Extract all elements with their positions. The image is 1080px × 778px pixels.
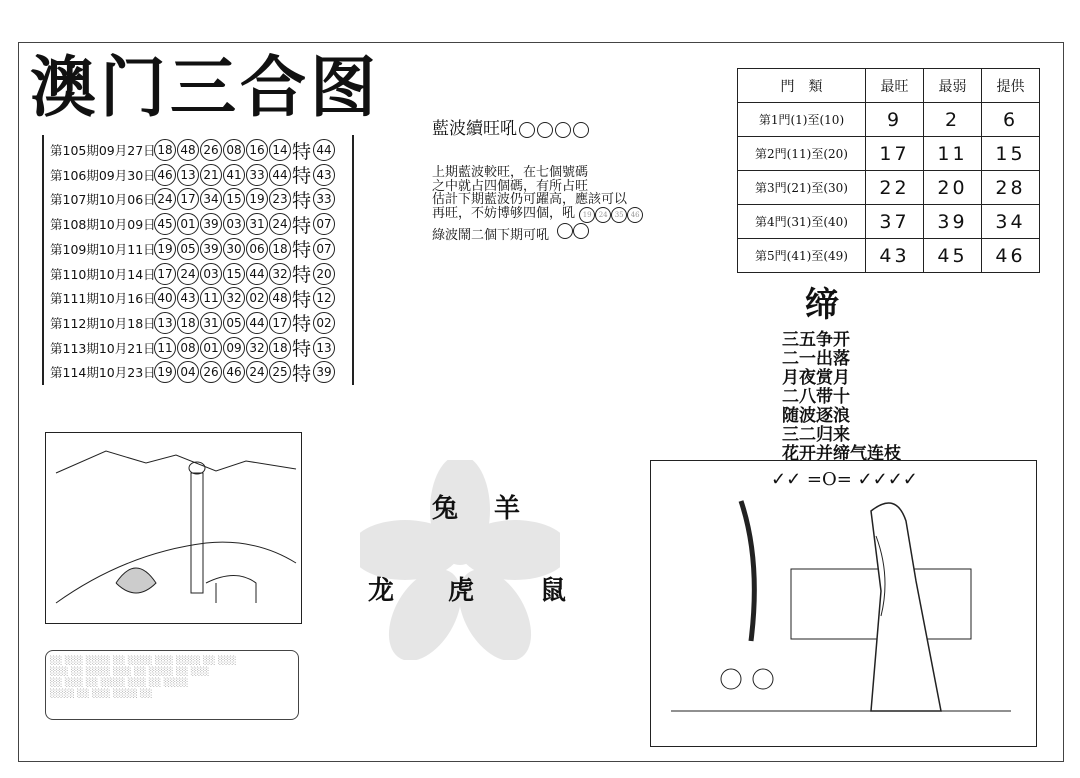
number-ball: 18 [154,139,176,161]
group-table [737,68,1040,273]
number-ball: 45 [154,213,176,235]
value-cell: 43 [866,239,924,273]
value-cell: 11 [924,137,982,171]
number-ball: 04 [177,361,199,383]
draw-label: 第106期09月30日 [50,167,156,183]
special-ball: 07 [313,238,335,260]
special-ball: 02 [313,312,335,334]
value-cell: 34 [982,205,1040,239]
sage-illustration [650,460,1037,747]
blank-ball-icon [537,122,553,138]
blank-ball-icon [573,223,589,239]
poem-line: 花开并缔气连枝 [782,444,901,464]
blue-line [432,223,643,243]
poem-line: 三五争开 [782,330,850,350]
poem-line: 二八带十 [782,387,850,407]
value-cell: 46 [982,239,1040,273]
group-cell: 第1門(1)至(10) [738,103,866,137]
value-cell: 39 [924,205,982,239]
number-ball: 39 [200,238,222,260]
number-ball: 13 [154,312,176,334]
blue-line: 之中就占四個碼，有所占旺 [432,178,589,194]
special-ball: 39 [313,361,335,383]
page-title: 澳门三合图 [30,49,380,126]
zodiac-dragon: 龙 [368,576,395,606]
number-ball: 05 [223,312,245,334]
blue-line: 上期藍波較旺，在七個號碼 [432,165,589,180]
group-cell: 第2門(11)至(20) [738,137,866,171]
special-label: 特 [292,239,312,262]
number-ball: 46 [223,361,245,383]
number-ball: 41 [223,164,245,186]
zodiac-goat: 羊 [494,494,521,524]
blue-wave-section [432,119,643,244]
landscape-illustration [45,432,302,624]
value-cell: 22 [866,171,924,205]
group-cell: 第3門(21)至(30) [738,171,866,205]
number-ball: 48 [177,139,199,161]
draw-row [50,187,335,211]
number-ball: 19 [154,361,176,383]
poem-line: 月夜赏月 [782,368,850,388]
special-label: 特 [292,189,312,212]
number-ball: 32 [269,263,291,285]
value-cell: 17 [866,137,924,171]
number-ball: 03 [200,263,222,285]
draw-label: 第113期10月21日 [50,340,156,356]
draw-row [50,311,335,335]
number-ball: 26 [200,139,222,161]
zodiac-rat: 鼠 [540,576,567,606]
draw-row [50,237,335,261]
pick-ball: 24 [595,207,611,223]
poem-line: 三二归来 [782,425,850,445]
number-ball: 24 [177,263,199,285]
number-ball: 05 [177,238,199,260]
number-ball: 18 [269,337,291,359]
number-ball: 18 [177,312,199,334]
group-cell: 第4門(31)至(40) [738,205,866,239]
number-ball: 39 [200,213,222,235]
draw-row [50,163,335,187]
special-label: 特 [292,362,312,385]
draw-label: 第108期10月09日 [50,217,156,233]
sketch-marks: ✓✓ =O= ✓✓✓✓ [771,469,918,490]
number-ball: 23 [269,188,291,210]
number-ball: 17 [269,312,291,334]
pick-ball: 19 [579,207,595,223]
poem-line: 随波逐浪 [782,406,850,426]
draw-label: 第111期10月16日 [50,291,156,307]
number-ball: 01 [200,337,222,359]
number-ball: 24 [246,361,268,383]
poem-heading: 缔 [805,285,839,325]
number-ball: 13 [177,164,199,186]
value-cell: 37 [866,205,924,239]
draw-label: 第109期10月11日 [50,241,156,257]
blank-ball-icon [555,122,571,138]
blue-line-text: 綠波鬧二個下期可吼 [432,228,550,244]
number-ball: 48 [269,287,291,309]
blue-line-text: 再旺，不妨博够四個，吼 [432,205,576,221]
draw-row [50,262,335,286]
number-ball: 31 [246,213,268,235]
blank-ball-icon [573,122,589,138]
table-row [738,171,1040,205]
blank-ball-icon [519,122,535,138]
draw-label: 第110期10月14日 [50,266,156,282]
table-row [738,103,1040,137]
number-ball: 15 [223,263,245,285]
special-label: 特 [292,165,312,188]
special-ball: 33 [313,188,335,210]
draw-row [50,360,335,384]
blank-ball-icon [557,223,573,239]
draw-label: 第107期10月06日 [50,192,156,208]
number-ball: 14 [269,139,291,161]
number-ball: 11 [154,337,176,359]
number-ball: 17 [154,263,176,285]
special-label: 特 [292,214,312,237]
number-ball: 32 [246,337,268,359]
special-label: 特 [292,140,312,163]
zodiac-rabbit: 兔 [432,494,459,524]
special-label: 特 [292,313,312,336]
value-cell: 9 [866,103,924,137]
number-ball: 18 [269,238,291,260]
col-header: 最弱 [924,69,982,103]
table-row [738,137,1040,171]
special-label: 特 [292,338,312,361]
number-ball: 02 [246,287,268,309]
zodiac-tiger: 虎 [448,576,475,606]
number-ball: 15 [223,188,245,210]
poem [782,285,901,464]
number-ball: 09 [223,337,245,359]
number-ball: 46 [154,164,176,186]
notice-box: ░░ ░░░ ░░░░ ░░ ░░░░ ░░░ ░░░░ ░░ ░░░ ░░░ ░░ ░░░░ ░░░ ░░ ░░░░ ░░ ░░░ ░░ ░░░ ░░ ░░░░ ░░░ ░░ ░░░░ ░░░░ ░░ ░░░ ░░░░ ░░ [45,650,299,720]
special-label: 特 [292,264,312,286]
number-ball: 03 [223,213,245,235]
number-ball: 06 [246,238,268,260]
draw-history [42,135,354,385]
number-ball: 33 [246,164,268,186]
number-ball: 08 [177,337,199,359]
number-ball: 24 [269,213,291,235]
number-ball: 30 [223,238,245,260]
value-cell: 6 [982,103,1040,137]
table-row [738,239,1040,273]
draw-label: 第114期10月23日 [50,365,156,381]
special-label: 特 [292,288,312,311]
number-ball: 26 [200,361,222,383]
value-cell: 15 [982,137,1040,171]
number-ball: 40 [154,287,176,309]
draw-row [50,286,335,310]
blue-heading: 藍波續旺吼 [432,119,517,140]
number-ball: 44 [246,312,268,334]
number-ball: 01 [177,213,199,235]
number-ball: 21 [200,164,222,186]
number-ball: 08 [223,139,245,161]
flower-watermark [360,460,560,660]
number-ball: 34 [200,188,222,210]
number-ball: 31 [200,312,222,334]
draw-label: 第105期09月27日 [50,143,156,158]
table-row [738,205,1040,239]
number-ball: 25 [269,361,291,383]
col-header: 最旺 [866,69,924,103]
blue-line [432,207,643,224]
special-ball: 12 [313,287,335,309]
draw-row [50,336,335,360]
special-ball: 13 [313,337,335,359]
special-ball: 20 [313,263,335,285]
number-ball: 32 [223,287,245,309]
special-ball: 07 [313,213,335,235]
number-ball: 16 [246,139,268,161]
number-ball: 44 [269,164,291,186]
value-cell: 45 [924,239,982,273]
number-ball: 43 [177,287,199,309]
special-ball: 44 [313,139,335,161]
number-ball: 24 [154,188,176,210]
value-cell: 2 [924,103,982,137]
number-ball: 44 [246,263,268,285]
pick-ball: 35 [611,207,627,223]
special-ball: 43 [313,164,335,186]
col-header: 提供 [982,69,1040,103]
draw-label: 第112期10月18日 [50,315,156,331]
value-cell: 28 [982,171,1040,205]
number-ball: 17 [177,188,199,210]
draw-row [50,212,335,236]
col-header: 門 類 [738,69,866,103]
draw-row [50,138,335,162]
blue-line: 估計下期藍波仍可躍高，應該可以 [432,192,628,207]
group-cell: 第5門(41)至(49) [738,239,866,273]
pick-ball: 46 [627,207,643,223]
number-ball: 11 [200,287,222,309]
number-ball: 19 [154,238,176,260]
number-ball: 19 [246,188,268,210]
poem-line: 二一出落 [782,349,850,369]
value-cell: 20 [924,171,982,205]
